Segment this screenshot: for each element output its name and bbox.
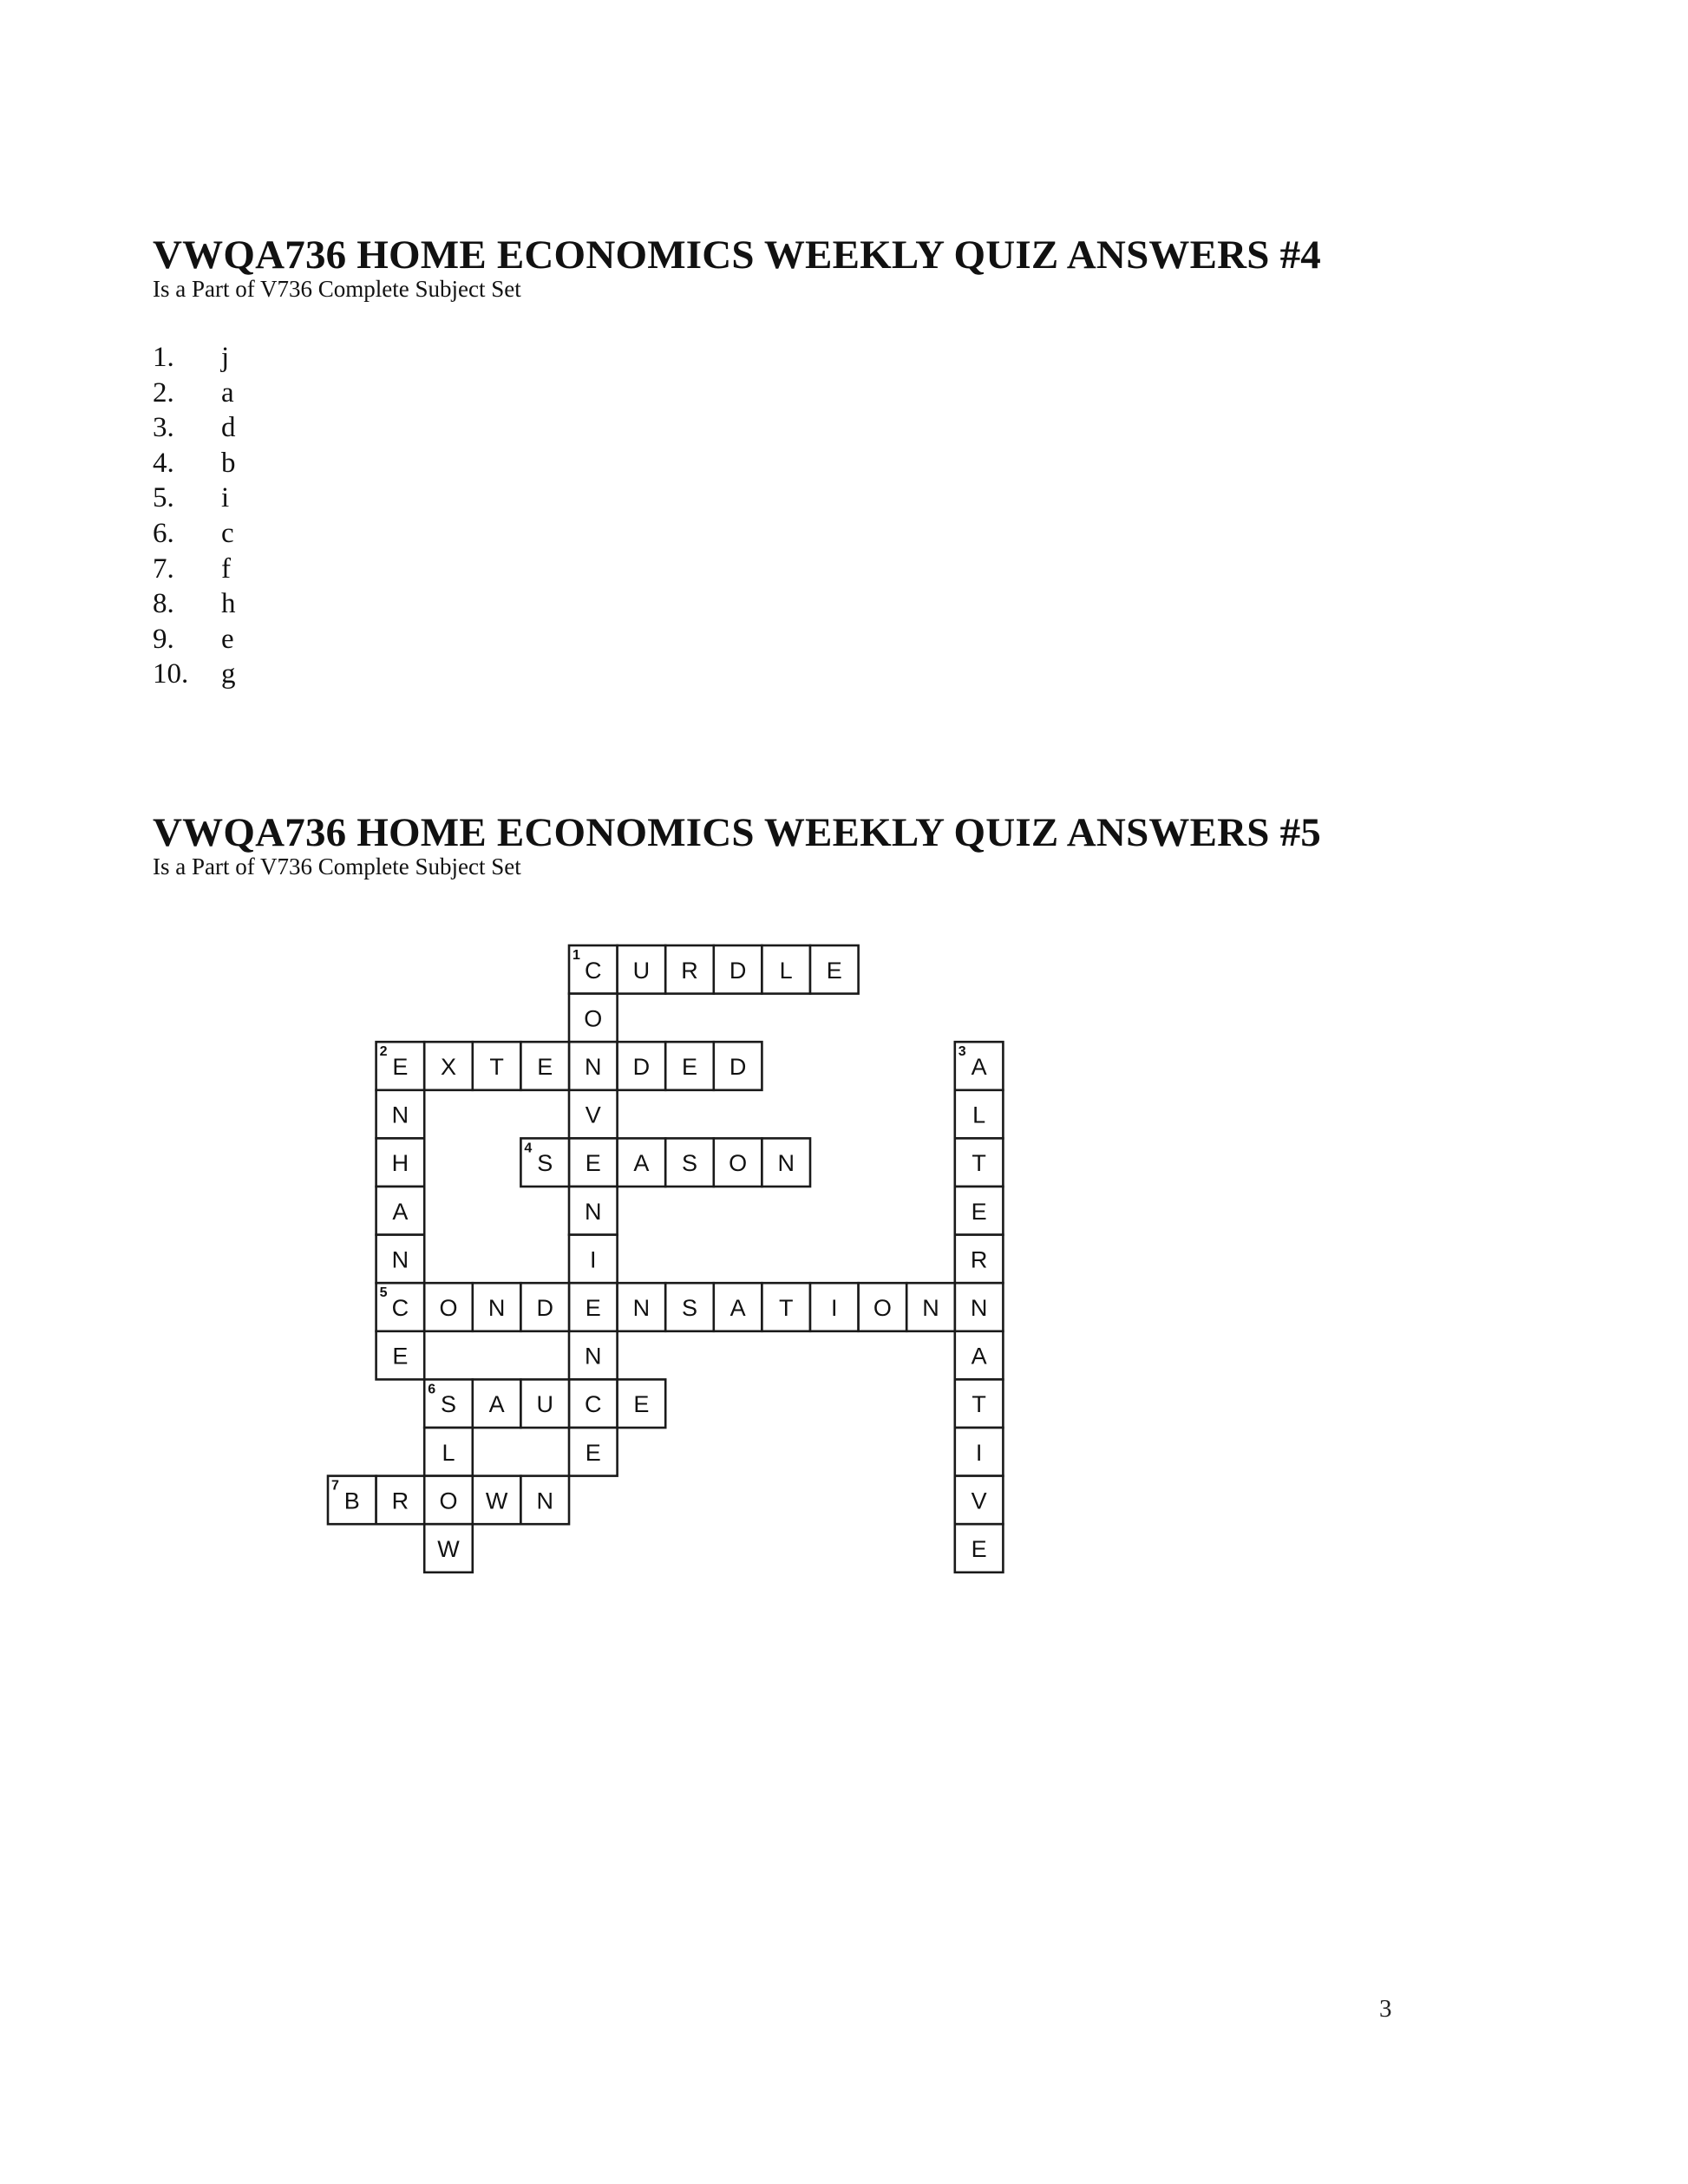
crossword-cell — [665, 1042, 714, 1090]
crossword-cell — [714, 1042, 762, 1090]
crossword-letter: X — [440, 1054, 457, 1080]
crossword-cell — [569, 1331, 618, 1380]
answer-letter: a — [221, 376, 234, 409]
crossword-cell — [810, 945, 859, 994]
crossword-cell — [618, 1379, 666, 1428]
crossword-cell — [618, 1283, 666, 1331]
quiz-4-title: VWQA736 HOME ECONOMICS WEEKLY QUIZ ANSWERS #4 — [153, 232, 1321, 278]
crossword-letter: I — [975, 1439, 983, 1466]
crossword-cell — [955, 1283, 1004, 1331]
crossword-clue-number: 6 — [428, 1382, 436, 1397]
crossword-letter: A — [730, 1295, 746, 1321]
crossword-letter: A — [971, 1343, 987, 1370]
crossword-letter: N — [585, 1198, 602, 1225]
crossword-cell — [569, 1283, 618, 1331]
crossword-cell — [859, 1283, 907, 1331]
crossword-cell — [376, 1138, 425, 1187]
crossword-cell — [424, 1042, 473, 1090]
crossword-letter: W — [437, 1536, 460, 1562]
answer-number: 10. — [153, 658, 189, 690]
crossword-cell — [569, 1042, 618, 1090]
crossword-letter: N — [391, 1246, 409, 1273]
crossword-cell — [473, 1476, 521, 1525]
crossword-cell — [569, 994, 618, 1043]
crossword-cell — [376, 1187, 425, 1235]
answer-letter: g — [221, 658, 236, 690]
crossword-letter: N — [536, 1488, 553, 1514]
answer-number: 3. — [153, 412, 174, 444]
crossword-cell — [955, 1524, 1004, 1573]
crossword-cell — [473, 1283, 521, 1331]
crossword-clue-number: 2 — [379, 1044, 388, 1060]
crossword-letter: C — [585, 1391, 602, 1418]
crossword-letter: V — [585, 1102, 601, 1128]
crossword-cell — [569, 1187, 618, 1235]
answer-number: 7. — [153, 553, 174, 585]
crossword-cell — [665, 1283, 714, 1331]
crossword-letter: U — [632, 957, 651, 984]
crossword-letter: W — [485, 1488, 508, 1514]
crossword-letter: O — [729, 1150, 748, 1177]
crossword-letter: E — [971, 1536, 987, 1562]
crossword-cell — [520, 1042, 569, 1090]
crossword-cell — [424, 1428, 473, 1476]
crossword-letter: V — [971, 1488, 987, 1514]
crossword-clue-number: 4 — [524, 1141, 533, 1156]
crossword-cell — [376, 1476, 425, 1525]
crossword-letter: L — [972, 1102, 986, 1128]
crossword-letter: E — [585, 1439, 601, 1466]
crossword-letter: C — [585, 957, 602, 984]
crossword-cell — [376, 1331, 425, 1380]
crossword-clue-number: 5 — [379, 1285, 388, 1301]
crossword-letter: T — [972, 1150, 986, 1177]
crossword-letter: N — [585, 1054, 602, 1080]
crossword-cell — [520, 1283, 569, 1331]
answer-number: 8. — [153, 588, 174, 620]
crossword-letter: E — [537, 1054, 553, 1080]
crossword-cell — [618, 1138, 666, 1187]
crossword-cell — [906, 1283, 955, 1331]
answer-number: 1. — [153, 342, 174, 373]
crossword-cell — [955, 1476, 1004, 1525]
crossword-letter: S — [681, 1295, 698, 1321]
crossword-letter: O — [439, 1488, 458, 1514]
crossword-cell — [762, 1283, 810, 1331]
crossword-cell — [810, 1283, 859, 1331]
answer-number: 6. — [153, 517, 174, 549]
crossword-cell — [569, 1138, 618, 1187]
answer-number: 9. — [153, 623, 174, 655]
quiz-5-title: VWQA736 HOME ECONOMICS WEEKLY QUIZ ANSWERS #5 — [153, 810, 1321, 855]
crossword-letter: E — [585, 1150, 601, 1177]
crossword-letter: S — [537, 1150, 553, 1177]
crossword-letter: N — [632, 1295, 651, 1321]
crossword-letter: C — [391, 1295, 409, 1321]
crossword-cell — [520, 1476, 569, 1525]
crossword-cell — [569, 945, 618, 994]
crossword-letter: S — [681, 1150, 698, 1177]
crossword-letter: L — [779, 957, 793, 984]
crossword-letter: I — [831, 1295, 838, 1321]
crossword-letter: D — [729, 957, 747, 984]
quiz-5-subtitle: Is a Part of V736 Complete Subject Set — [153, 853, 521, 879]
crossword-letter: E — [585, 1295, 601, 1321]
crossword-letter: N — [391, 1102, 409, 1128]
crossword-cell — [762, 945, 810, 994]
quiz-4-subtitle: Is a Part of V736 Complete Subject Set — [153, 276, 521, 302]
crossword-cell — [376, 1042, 425, 1090]
crossword-letter: A — [971, 1054, 987, 1080]
crossword-letter: I — [590, 1246, 597, 1273]
crossword-cell — [473, 1042, 521, 1090]
crossword-letter: A — [488, 1391, 505, 1418]
answer-letter: h — [221, 588, 236, 620]
crossword-cell — [376, 1235, 425, 1284]
crossword-letter: O — [873, 1295, 892, 1321]
crossword-letter: N — [487, 1295, 506, 1321]
crossword-letter: S — [440, 1391, 457, 1418]
crossword-cell — [424, 1524, 473, 1573]
crossword-letter: E — [971, 1198, 987, 1225]
crossword-cell — [520, 1379, 569, 1428]
crossword-letter: B — [343, 1488, 360, 1514]
crossword-cell — [424, 1379, 473, 1428]
crossword-letter: T — [778, 1295, 794, 1321]
crossword-letter: D — [632, 1054, 651, 1080]
answer-number: 4. — [153, 447, 174, 479]
crossword-cell — [520, 1138, 569, 1187]
crossword-letter: A — [633, 1150, 650, 1177]
crossword-clue-number: 1 — [572, 948, 580, 963]
crossword-letter: T — [489, 1054, 504, 1080]
crossword-letter: R — [391, 1488, 409, 1514]
crossword-letter: E — [826, 957, 842, 984]
crossword-cell — [618, 945, 666, 994]
answer-letter: b — [221, 447, 236, 479]
page-number: 3 — [1379, 1995, 1392, 2023]
crossword-clue-number: 3 — [958, 1044, 966, 1060]
crossword-letter: R — [681, 957, 698, 984]
crossword-cell — [376, 1283, 425, 1331]
crossword-letter: E — [681, 1054, 698, 1080]
crossword-cell — [473, 1379, 521, 1428]
crossword-letter: E — [392, 1054, 409, 1080]
crossword-cell — [955, 1331, 1004, 1380]
crossword-cell — [955, 1138, 1004, 1187]
crossword-cell — [762, 1138, 810, 1187]
answer-letter: f — [221, 553, 231, 585]
crossword-letter: D — [729, 1054, 747, 1080]
crossword-cell — [665, 1138, 714, 1187]
crossword-letter: H — [391, 1150, 409, 1177]
crossword-letter: T — [972, 1391, 986, 1418]
crossword-cell — [665, 945, 714, 994]
crossword-clue-number: 7 — [331, 1478, 339, 1494]
crossword-cell — [376, 1090, 425, 1139]
crossword-cell — [955, 1428, 1004, 1476]
crossword-letter: O — [584, 1005, 603, 1032]
crossword-letter: N — [970, 1295, 988, 1321]
crossword-letter: E — [392, 1343, 409, 1370]
crossword-cell — [569, 1090, 618, 1139]
crossword-letter: O — [439, 1295, 458, 1321]
crossword-cell — [569, 1379, 618, 1428]
crossword-letter: U — [536, 1391, 553, 1418]
answer-letter: d — [221, 412, 236, 444]
crossword-letter: D — [536, 1295, 553, 1321]
crossword-cell — [955, 1090, 1004, 1139]
crossword-cell — [424, 1283, 473, 1331]
crossword-cell — [955, 1235, 1004, 1284]
crossword-cell — [955, 1379, 1004, 1428]
crossword-cell — [955, 1042, 1004, 1090]
crossword-letter: L — [442, 1439, 455, 1466]
crossword-cell — [328, 1476, 376, 1525]
answer-letter: j — [221, 342, 230, 373]
crossword-letter: R — [970, 1246, 988, 1273]
crossword-cell — [618, 1042, 666, 1090]
crossword-cell — [714, 1283, 762, 1331]
crossword-cell — [955, 1187, 1004, 1235]
crossword-cell — [424, 1476, 473, 1525]
crossword-letter: N — [777, 1150, 795, 1177]
crossword-letter: E — [633, 1391, 650, 1418]
crossword-letter: N — [585, 1343, 602, 1370]
crossword-cell — [714, 1138, 762, 1187]
answer-number: 2. — [153, 376, 174, 409]
answer-letter: e — [221, 623, 234, 655]
answer-letter: c — [221, 517, 234, 549]
crossword-cell — [569, 1428, 618, 1476]
answer-letter: i — [221, 482, 230, 514]
crossword-cell — [569, 1235, 618, 1284]
answer-number: 5. — [153, 482, 174, 514]
crossword-letter: N — [922, 1295, 939, 1321]
crossword-letter: A — [392, 1198, 409, 1225]
crossword-cell — [714, 945, 762, 994]
